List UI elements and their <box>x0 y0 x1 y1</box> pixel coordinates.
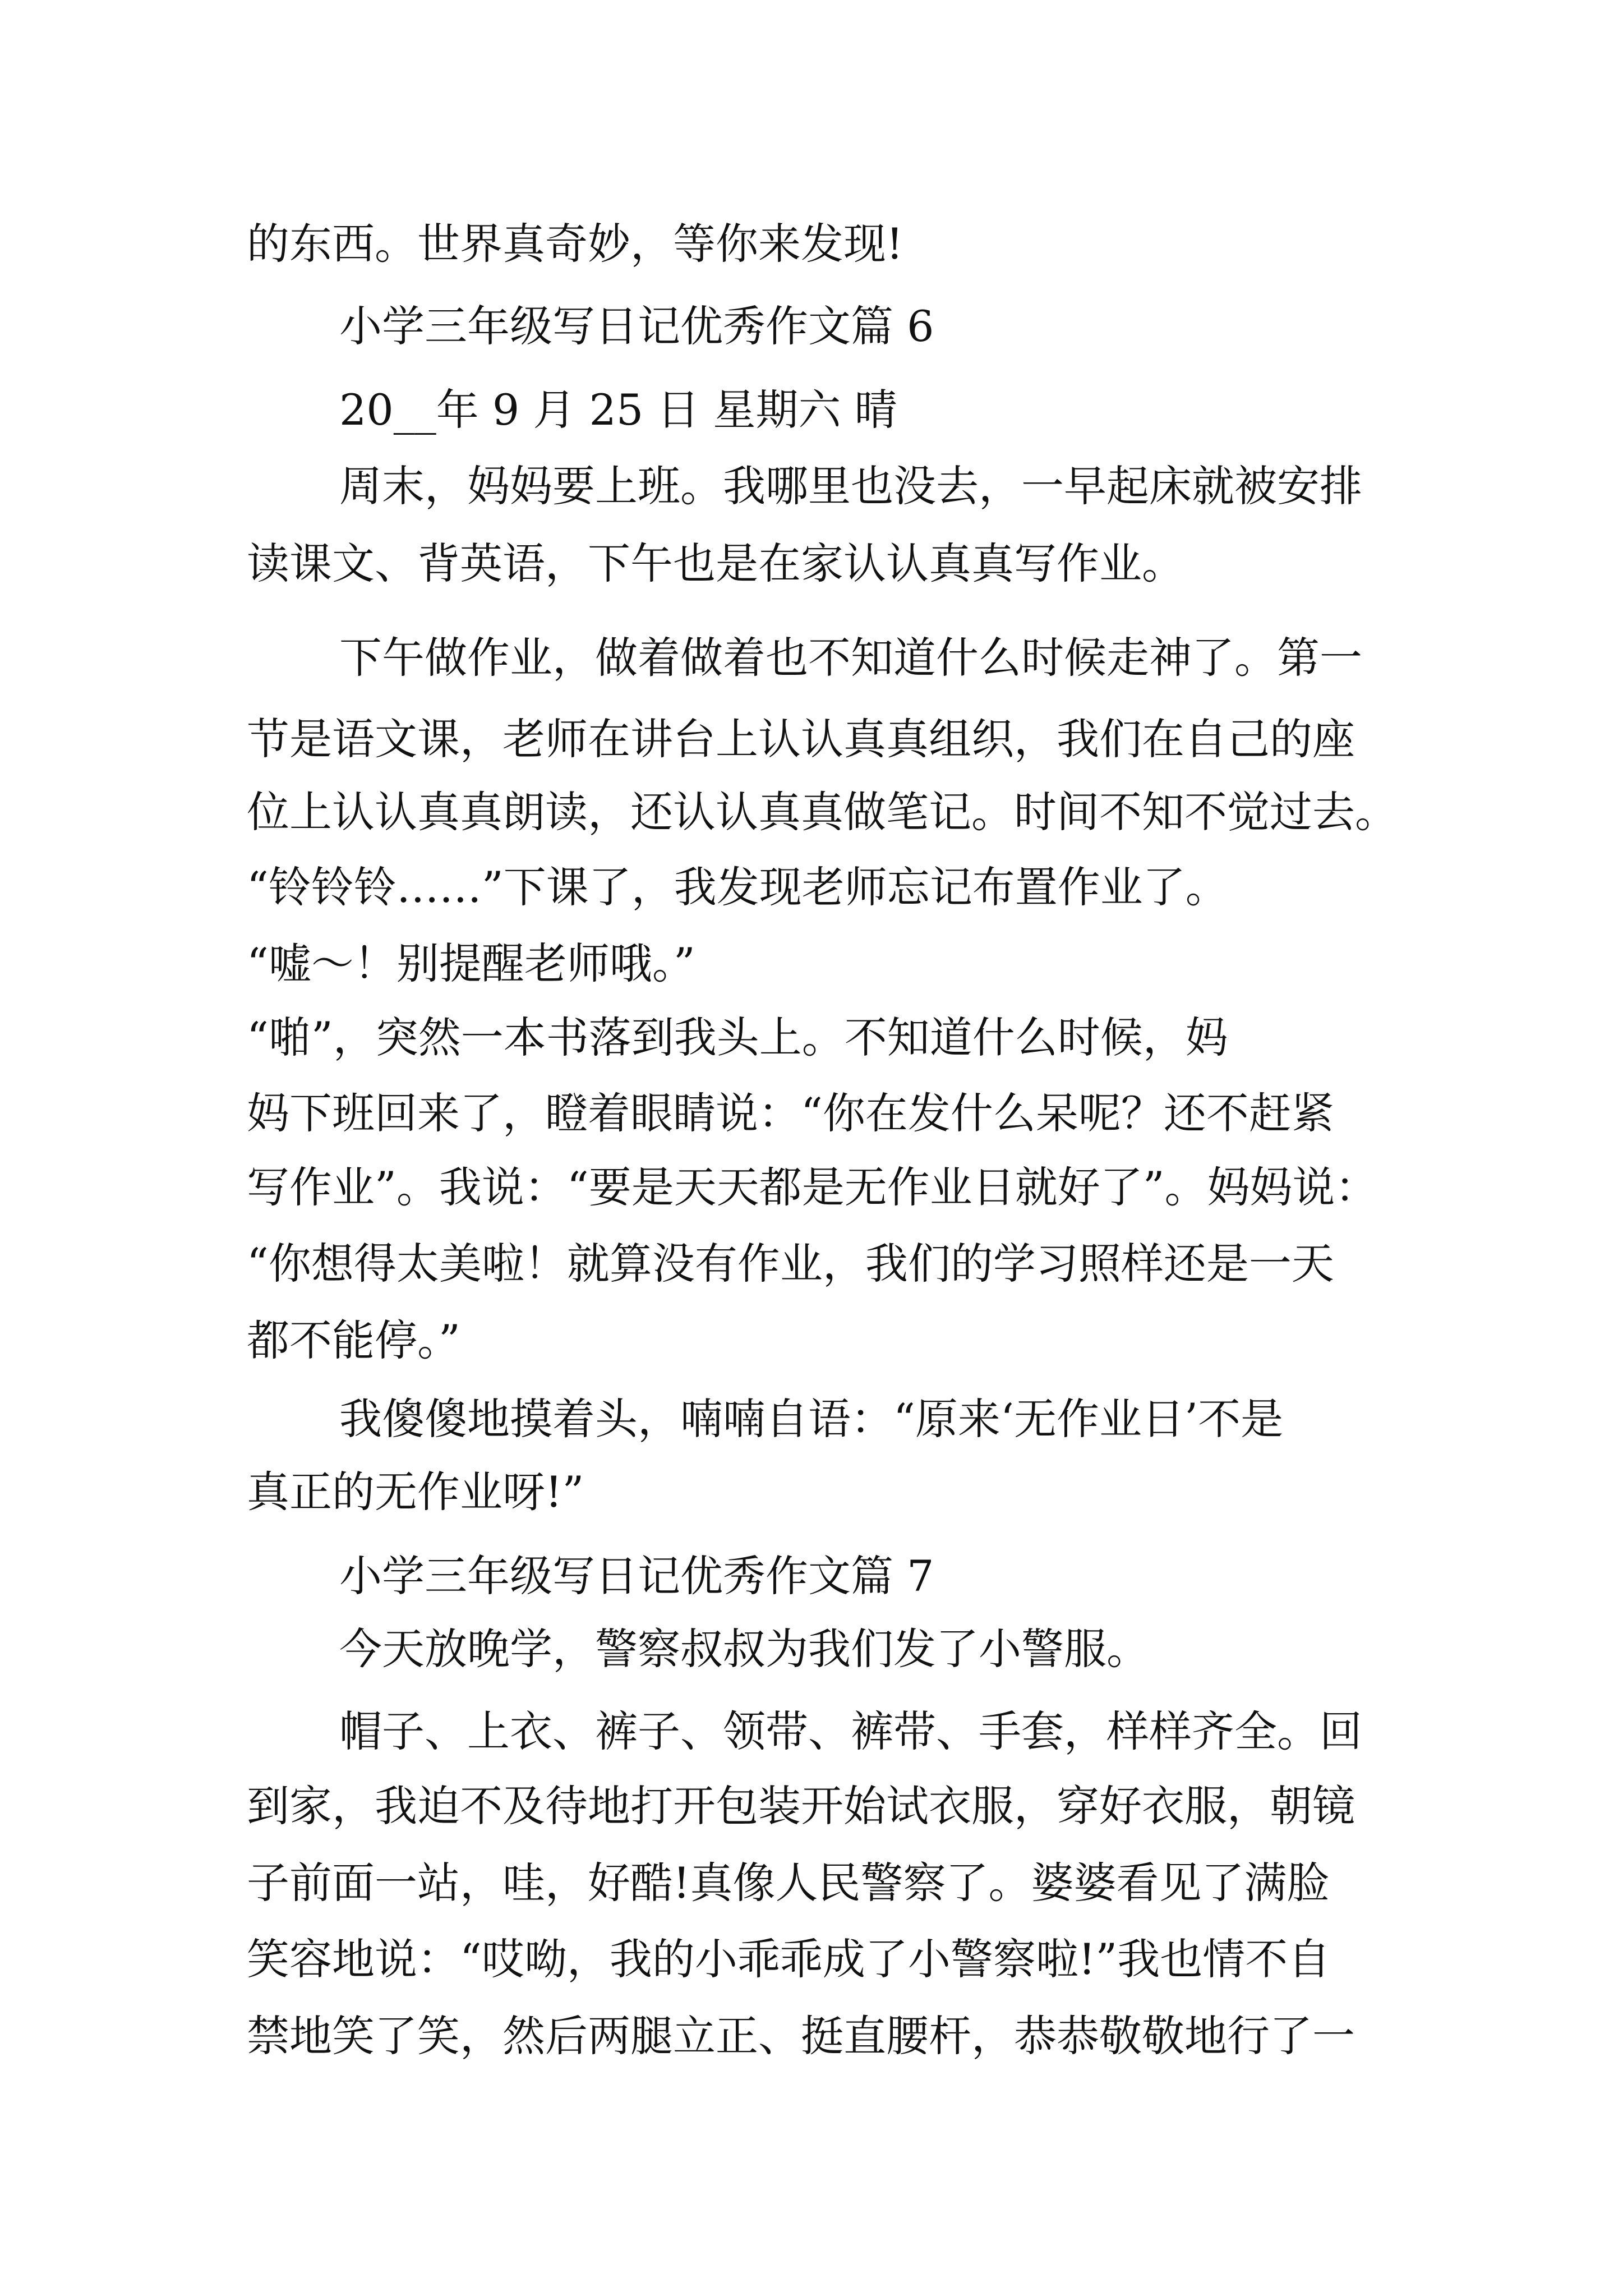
text-line: 到家，我迫不及待地打开包装开始试衣服，穿好衣服，朝镜 <box>247 1781 1355 1831</box>
text-line: 下午做作业，做着做着也不知道什么时候走神了。第一 <box>339 633 1362 683</box>
text-line: 子前面一站，哇，好酷!真像人民警察了。婆婆看见了满脸 <box>247 1858 1330 1908</box>
text-line: “铃铃铃……”下课了，我发现老师忘记布置作业了。 <box>247 862 1228 912</box>
diary-date-line: 20__年 9 月 25 日 星期六 晴 <box>339 385 897 435</box>
text-line: 妈下班回来了，瞪着眼睛说：“你在发什么呆呢？还不赶紧 <box>247 1088 1334 1138</box>
text-line: 节是语文课，老师在讲台上认认真真组织，我们在自己的座 <box>247 714 1355 764</box>
text-line: 我傻傻地摸着头，喃喃自语：“原来‘无作业日’不是 <box>339 1394 1284 1444</box>
text-line: 今天放晚学，警察叔叔为我们发了小警服。 <box>339 1624 1149 1674</box>
text-line: 读课文、背英语，下午也是在家认认真真写作业。 <box>247 539 1184 588</box>
text-line: 笑容地说：“哎呦，我的小乖乖成了小警察啦!”我也情不自 <box>247 1934 1331 1984</box>
text-line: 都不能停。” <box>247 1315 460 1365</box>
section-heading: 小学三年级写日记优秀作文篇 7 <box>339 1551 934 1601</box>
text-line: 的东西。世界真奇妙，等你来发现! <box>247 219 903 269</box>
text-line: 周末，妈妈要上班。我哪里也没去，一早起床就被安排 <box>339 461 1362 511</box>
section-heading: 小学三年级写日记优秀作文篇 6 <box>339 301 934 351</box>
text-line: “你想得太美啦！就算没有作业，我们的学习照样还是一天 <box>247 1239 1334 1289</box>
text-line: 真正的无作业呀!” <box>247 1467 584 1517</box>
text-line: 禁地笑了笑，然后两腿立正、挺直腰杆，恭恭敬敬地行了一 <box>247 2011 1355 2061</box>
text-line: 位上认认真真朗读，还认认真真做笔记。时间不知不觉过去。 <box>247 787 1398 837</box>
text-line: “啪”，突然一本书落到我头上。不知道什么时候，妈 <box>247 1013 1228 1062</box>
text-line: “嘘～！别提醒老师哦。” <box>247 938 695 988</box>
text-line: 写作业”。我说：“要是天天都是无作业日就好了”。妈妈说： <box>247 1162 1378 1212</box>
text-line: 帽子、上衣、裤子、领带、裤带、手套，样样齐全。回 <box>339 1706 1362 1756</box>
